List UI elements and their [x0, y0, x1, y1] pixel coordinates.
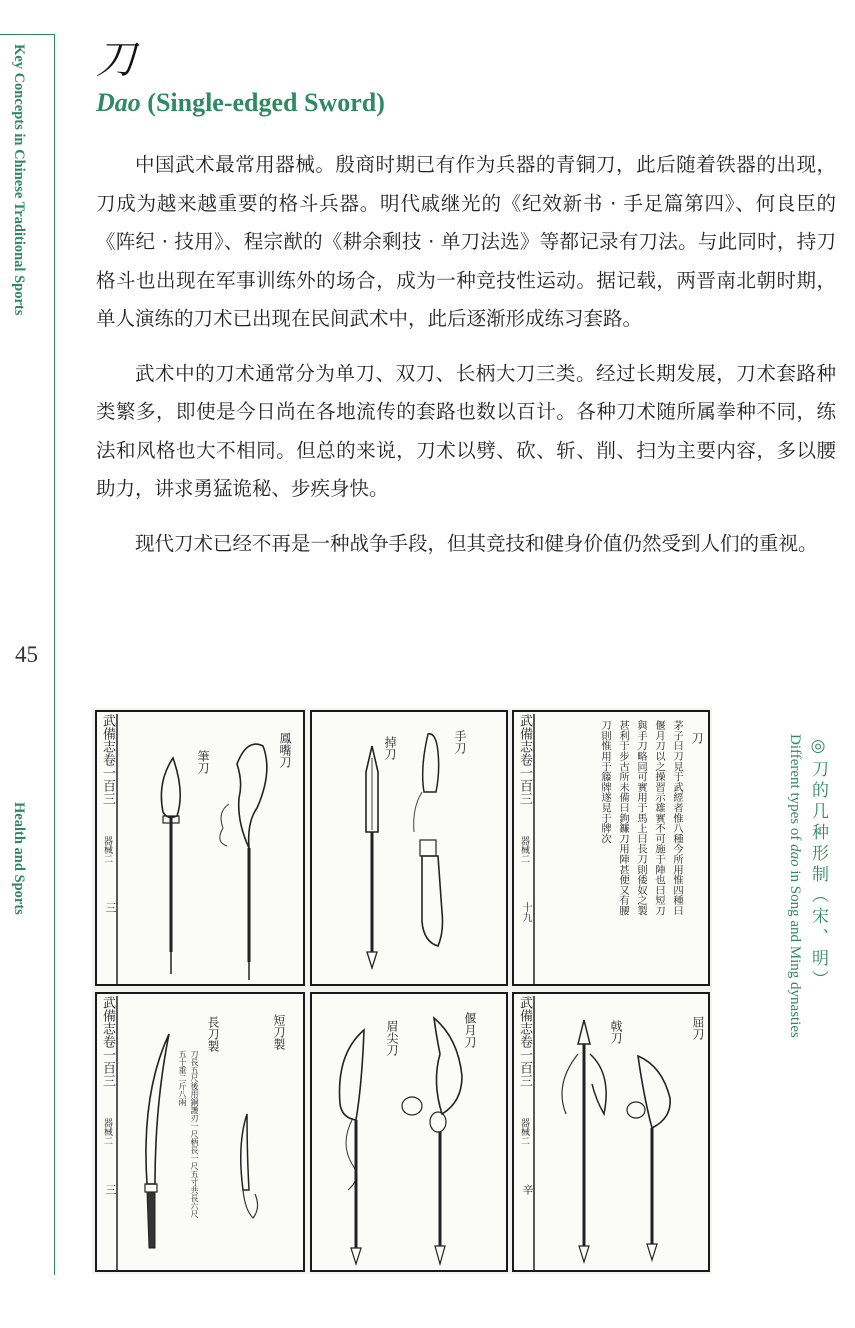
- plate4-label-b: 短刀製: [272, 1014, 286, 1050]
- plate3-heading: 刀: [690, 732, 704, 744]
- paragraph-2: 武术中的刀术通常分为单刀、双刀、长柄大刀三类。经过长期发展，刀术套路种类繁多，即使是今日尚在各地流传的套路也数以百计。各种刀术随所属拳种不同，练法和风格也大不相同。但总的来说，刀术以劈、砍、斩、削、扫为主要内容，多以腰助力，讲求勇猛诡秘、步疾身快。: [96, 361, 836, 500]
- title-gloss: (Single-edged Sword): [140, 88, 385, 117]
- plate3-text-column: 刀則惟用于籐牌遂見于牌次: [599, 720, 611, 844]
- plate1-book-title: 武備志卷一百三: [100, 714, 115, 805]
- series-title: Key Concepts in Chinese Traditional Sports: [11, 44, 27, 316]
- plate4-page-mark: 三: [104, 1184, 117, 1195]
- section-title: Health and Sports: [11, 802, 27, 915]
- plate-top-right: [512, 710, 710, 986]
- plate6-subline: 器械二: [519, 1118, 529, 1145]
- plate1-page-mark: 三: [104, 902, 117, 913]
- plate3-text-column: 偃月刀以之操習示雄實不可施于陣也曰短刀: [653, 720, 665, 916]
- caption-en-italic: dao: [787, 844, 803, 867]
- plate6-label-b: 屈刀: [691, 1016, 705, 1040]
- plate3-text-column: 與手刀略同可實用于馬上曰長刀則倭奴之製: [635, 720, 647, 916]
- plate4-book-title: 武備志卷一百三: [100, 996, 115, 1087]
- plate3-subline: 器械二: [519, 836, 529, 863]
- plate5-label-b: 偃月刀: [463, 1012, 477, 1048]
- figure-caption-chinese: ◎刀的几种形制（宋、明）: [808, 736, 828, 991]
- plate6-book-title: 武備志卷一百三: [517, 996, 532, 1087]
- plate1-label-b: 鳳嘴刀: [278, 732, 292, 768]
- figure-caption-english: [786, 734, 803, 1038]
- illustration-figure: [92, 708, 712, 1274]
- plate4-label-a: 長刀製: [206, 1016, 220, 1052]
- page-title-english: [96, 88, 385, 118]
- plate-top-middle: [310, 710, 508, 986]
- plate4-note-2: 五十重二斤八兩: [178, 1050, 187, 1106]
- plate1-subline: 器械二: [102, 836, 112, 863]
- plate1-label-a: 筆刀: [196, 750, 210, 774]
- plate4-subline: 器械二: [102, 1118, 112, 1145]
- caption-en-suffix: in Song and Ming dynasties: [787, 866, 803, 1038]
- plate3-text-column: 茅子曰刀見于武經者惟八種今所用惟四種曰: [671, 720, 683, 916]
- plate-bottom-right: [512, 992, 710, 1272]
- paragraph-3: 现代刀术已经不再是一种战争手段，但其竞技和健身价值仍然受到人们的重视。: [135, 531, 818, 555]
- plate2-label-a: 掉刀: [383, 736, 397, 760]
- plate6-page-mark: 辛: [521, 1184, 534, 1195]
- plate6-label-a: 戟刀: [609, 1020, 623, 1044]
- plate4-note-1: 刀長五尺後用銅護刃一尺柄長一尺五寸共長六尺: [190, 1050, 199, 1218]
- plate5-label-a: 眉尖刀: [385, 1020, 399, 1056]
- plate-top-left: [95, 710, 305, 986]
- title-pinyin: Dao: [96, 88, 141, 117]
- page-title-chinese: 刀: [96, 37, 136, 83]
- paragraph-1: 中国武术最常用器械。殷商时期已有作为兵器的青铜刀，此后随着铁器的出现，刀成为越来越重要的格斗兵器。明代戚继光的《纪效新书 · 手足篇第四》、何良臣的《阵纪 · 技用》、程宗猷的《耕余剩技 · 单刀法选》等都记录有刀法。与此同时，持刀格斗也出现在军事训练外的场合，成为一种竞技性运动。据记载，两晋南北朝时期，单人演练的刀术已出现在民间武术中，此后逐渐形成练习套路。: [96, 153, 836, 330]
- caption-en-prefix: Different types of: [787, 734, 803, 845]
- weapon-drawing-2: [312, 712, 508, 986]
- plate3-text-column: 甚利于步古所未備曰鉤鐮刀用陣甚便又有腰: [617, 720, 629, 916]
- plate3-page-mark: 十九: [520, 902, 531, 922]
- plate-bottom-left: [95, 992, 305, 1272]
- plate-bottom-middle: [310, 992, 508, 1272]
- plate2-label-b: 手刀: [453, 730, 467, 754]
- plate3-book-title: 武備志卷一百三: [517, 714, 532, 805]
- body-text: [96, 146, 836, 579]
- page-number: 45: [15, 642, 38, 667]
